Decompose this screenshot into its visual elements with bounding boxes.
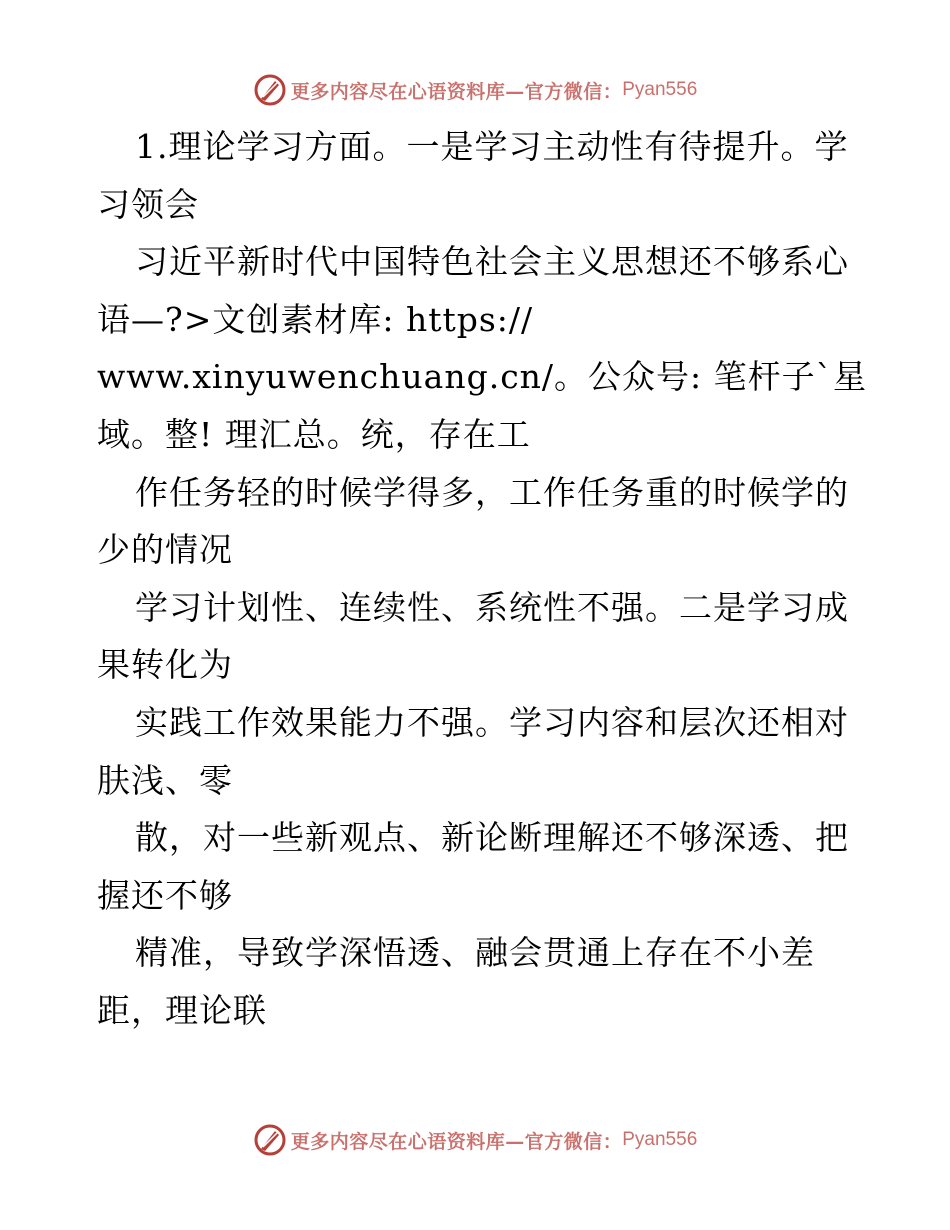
header-banner-wechat-id: Pyan556 <box>622 79 698 100</box>
body-line: 肤浅、零 <box>97 760 233 800</box>
body-line: 域。整! 理汇总。统，存在工 <box>97 414 531 454</box>
body-line: 精准，导致学深悟透、融会贯通上存在不小差 <box>135 933 815 973</box>
body-line: 果转化为 <box>97 645 233 685</box>
body-line: 习近平新时代中国特色社会主义思想还不够系心 <box>135 242 849 282</box>
footer-banner-text: 更多内容尽在心语资料库—官方微信： <box>290 1130 623 1153</box>
body-line: 握还不够 <box>97 875 233 915</box>
body-line: 少的情况 <box>97 530 233 570</box>
footer-banner <box>0 1120 950 1160</box>
header-banner-text: 更多内容尽在心语资料库—官方微信： <box>290 80 623 103</box>
quill-logo-icon <box>253 1123 287 1157</box>
body-line: 学习计划性、连续性、系统性不强。二是学习成 <box>135 587 849 627</box>
quill-logo-icon <box>253 73 287 107</box>
body-line: 距，理论联 <box>97 990 267 1030</box>
body-line: 习领会 <box>97 184 199 224</box>
document-body <box>97 118 868 1040</box>
body-line: 1.理论学习方面。一是学习主动性有待提升。学 <box>135 127 849 166</box>
body-line: 散，对一些新观点、新论断理解还不够深透、把 <box>135 818 849 858</box>
body-line: 语—?>文创素材库: https:// <box>97 299 534 339</box>
body-line: 作任务轻的时候学得多，工作任务重的时候学的 <box>135 472 849 512</box>
body-line: www.xinyuwenchuang.cn/。公众号: 笔杆子`星 <box>97 357 868 397</box>
header-banner <box>0 70 950 110</box>
body-line: 实践工作效果能力不强。学习内容和层次还相对 <box>135 702 849 742</box>
footer-banner-wechat-id: Pyan556 <box>622 1129 698 1150</box>
